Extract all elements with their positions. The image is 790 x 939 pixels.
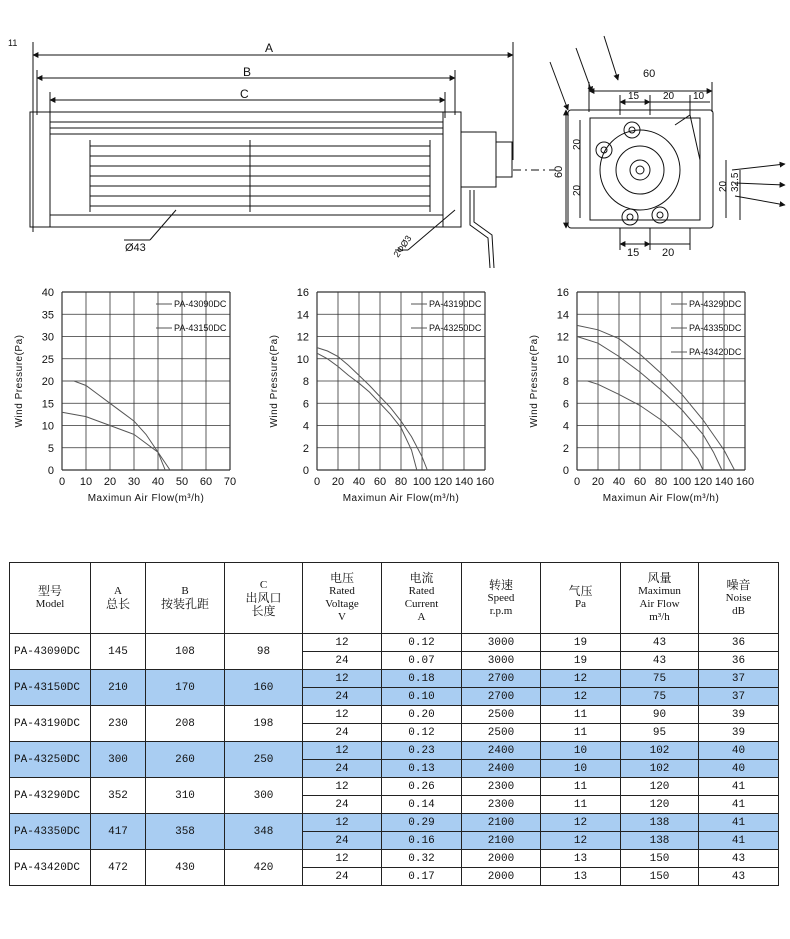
header-cell — [541, 563, 621, 634]
end-view — [550, 36, 785, 250]
series-line — [62, 412, 170, 470]
y-tick-label: 8 — [562, 376, 569, 388]
left-height-label: 60 — [553, 165, 565, 178]
x-tick-label: 0 — [573, 476, 581, 488]
header-cell — [699, 563, 779, 634]
x-axis-label: Maximun Air Flow(m³/h) — [602, 493, 720, 504]
x-tick-label: 0 — [58, 476, 66, 488]
table-cell: 75 — [621, 670, 699, 688]
dimension-a-cell: 352 — [91, 778, 146, 814]
dimension-a-cell: 210 — [91, 670, 146, 706]
header-text: Model — [35, 598, 65, 610]
x-tick-label: 60 — [373, 476, 387, 488]
table-cell: 2500 — [462, 724, 541, 742]
model-cell: PA-43290DC — [10, 778, 91, 814]
left-dim-1: 20 — [572, 138, 583, 150]
y-axis-label: Wind Pressure(Pa) — [269, 334, 280, 428]
table-cell: 0.26 — [382, 778, 462, 796]
table-cell: 138 — [621, 832, 699, 850]
header-text: V — [338, 611, 346, 623]
dimension-c-cell: 250 — [225, 742, 303, 778]
header-cell — [146, 563, 225, 634]
chart-panel-3 — [515, 282, 765, 512]
table-cell: 43 — [621, 652, 699, 670]
table-cell: 12 — [303, 670, 382, 688]
table-cell: 39 — [699, 706, 779, 724]
table-cell: 41 — [699, 796, 779, 814]
y-axis-label: Wind Pressure(Pa) — [14, 334, 25, 428]
dimension-a-cell: 230 — [91, 706, 146, 742]
table-cell: 0.29 — [382, 814, 462, 832]
y-tick-label: 0 — [562, 465, 569, 477]
dimension-b-cell: 358 — [146, 814, 225, 850]
table-cell: 2700 — [462, 688, 541, 706]
table-row — [10, 778, 779, 796]
dimension-a-cell: 300 — [91, 742, 146, 778]
table-row — [10, 814, 779, 832]
dim-c-label: C — [240, 87, 249, 101]
header-text: Current — [404, 598, 439, 610]
header-text: 电压 — [329, 571, 354, 585]
technical-drawing — [0, 0, 790, 275]
table-cell: 11 — [541, 778, 621, 796]
top-dim-1: 15 — [628, 91, 640, 102]
header-text: 气压 — [568, 584, 593, 598]
table-cell: 24 — [303, 724, 382, 742]
table-cell: 12 — [541, 814, 621, 832]
table-cell: 120 — [621, 796, 699, 814]
y-tick-label: 0 — [47, 465, 54, 477]
x-tick-label: 160 — [735, 476, 755, 488]
header-cell — [621, 563, 699, 634]
header-text: Maximun — [638, 585, 681, 597]
x-tick-label: 60 — [633, 476, 647, 488]
table-cell: 40 — [699, 742, 779, 760]
hole-label: 2ΦØ3 — [391, 233, 414, 260]
header-text: Rated — [329, 585, 355, 597]
y-tick-label: 10 — [556, 353, 569, 366]
table-cell: 150 — [621, 868, 699, 886]
x-tick-label: 70 — [223, 476, 237, 488]
table-cell: 2700 — [462, 670, 541, 688]
dimension-c-cell: 300 — [225, 778, 303, 814]
header-text: Voltage — [325, 598, 359, 610]
table-cell: 12 — [303, 814, 382, 832]
table-cell: 95 — [621, 724, 699, 742]
header-text: 长度 — [251, 603, 276, 618]
table-row — [10, 706, 779, 724]
table-cell: 11 — [541, 706, 621, 724]
table-cell: 138 — [621, 814, 699, 832]
header-text: Air Flow — [639, 598, 680, 610]
model-cell: PA-43250DC — [10, 742, 91, 778]
bottom-dim-2: 20 — [662, 247, 675, 259]
table-cell: 0.17 — [382, 868, 462, 886]
dimension-c-cell: 98 — [225, 634, 303, 670]
header-text: m³/h — [649, 611, 670, 623]
legend-label: PA-43250DC — [429, 323, 482, 333]
x-tick-label: 10 — [79, 476, 93, 488]
table-cell: 102 — [621, 742, 699, 760]
chart-panel-2 — [255, 282, 505, 512]
table-cell: 0.20 — [382, 706, 462, 724]
table-cell: 43 — [699, 868, 779, 886]
model-cell: PA-43350DC — [10, 814, 91, 850]
x-tick-label: 40 — [151, 476, 165, 488]
header-cell — [462, 563, 541, 634]
table-cell: 75 — [621, 688, 699, 706]
header-cell — [303, 563, 382, 634]
y-axis-label: Wind Pressure(Pa) — [529, 334, 540, 428]
x-tick-label: 80 — [394, 476, 408, 488]
table-cell: 3000 — [462, 634, 541, 652]
table-cell: 0.12 — [382, 634, 462, 652]
table-cell: 0.32 — [382, 850, 462, 868]
table-cell: 43 — [699, 850, 779, 868]
dimension-a-cell: 417 — [91, 814, 146, 850]
table-row — [10, 850, 779, 868]
y-tick-label: 0 — [302, 465, 309, 477]
table-cell: 24 — [303, 760, 382, 778]
left-dim-2: 20 — [572, 184, 583, 196]
y-tick-label: 2 — [562, 442, 569, 455]
y-tick-label: 4 — [562, 420, 569, 433]
table-cell: 19 — [541, 634, 621, 652]
diameter-label: Ø43 — [125, 242, 146, 254]
table-cell: 2500 — [462, 706, 541, 724]
top-width-label: 60 — [643, 68, 656, 80]
header-text: B — [181, 585, 189, 597]
chart-panel-1 — [0, 282, 250, 512]
table-cell: 11 — [541, 724, 621, 742]
dimension-b-cell: 430 — [146, 850, 225, 886]
spec-table — [9, 562, 779, 886]
x-tick-label: 100 — [412, 476, 432, 488]
dimension-b-cell: 310 — [146, 778, 225, 814]
table-cell: 2100 — [462, 814, 541, 832]
legend-label: PA-43090DC — [174, 299, 227, 309]
x-tick-label: 20 — [331, 476, 345, 488]
top-dim-2: 20 — [663, 91, 675, 102]
table-cell: 10 — [541, 760, 621, 778]
table-body — [10, 634, 779, 886]
table-cell: 12 — [303, 706, 382, 724]
header-text: Rated — [408, 585, 435, 597]
right-dim-2: 32.5 — [730, 172, 741, 192]
table-cell: 2000 — [462, 850, 541, 868]
y-tick-label: 6 — [302, 398, 309, 411]
y-tick-label: 10 — [296, 353, 309, 366]
legend-label: PA-43350DC — [689, 323, 742, 333]
table-cell: 24 — [303, 832, 382, 850]
x-tick-label: 50 — [175, 476, 189, 488]
dimension-b-cell: 260 — [146, 742, 225, 778]
header-cell — [382, 563, 462, 634]
table-cell: 24 — [303, 688, 382, 706]
header-text: 总长 — [105, 597, 130, 611]
legend-label: PA-43290DC — [689, 299, 742, 309]
header-text: C — [259, 578, 268, 591]
corner-label: 11 — [8, 38, 18, 48]
model-cell: PA-43090DC — [10, 634, 91, 670]
y-tick-label: 20 — [41, 376, 54, 388]
series-line — [317, 353, 417, 470]
x-tick-label: 0 — [313, 476, 321, 488]
table-row — [10, 670, 779, 688]
header-text: dB — [732, 604, 745, 617]
y-tick-label: 35 — [41, 309, 54, 322]
dimension-b-cell: 208 — [146, 706, 225, 742]
x-tick-label: 40 — [352, 476, 366, 488]
model-cell: PA-43150DC — [10, 670, 91, 706]
x-axis-label: Maximun Air Flow(m³/h) — [87, 493, 205, 504]
x-tick-label: 20 — [103, 476, 117, 488]
dimension-b-cell: 170 — [146, 670, 225, 706]
y-tick-label: 40 — [41, 287, 54, 299]
table-cell: 11 — [541, 796, 621, 814]
table-cell: 120 — [621, 778, 699, 796]
table-cell: 90 — [621, 706, 699, 724]
table-header-row — [10, 563, 779, 634]
table-row — [10, 634, 779, 652]
table-cell: 0.18 — [382, 670, 462, 688]
table-cell: 2400 — [462, 760, 541, 778]
table-cell: 0.16 — [382, 832, 462, 850]
dimension-c-cell: 420 — [225, 850, 303, 886]
table-cell: 37 — [699, 688, 779, 706]
header-text: 转速 — [488, 577, 513, 592]
y-tick-label: 5 — [47, 442, 54, 455]
header-text: A — [114, 585, 122, 597]
y-tick-label: 2 — [302, 442, 309, 455]
header-text: Speed — [487, 591, 515, 604]
dimension-a-cell: 472 — [91, 850, 146, 886]
model-cell: PA-43190DC — [10, 706, 91, 742]
table-cell: 0.10 — [382, 688, 462, 706]
header-cell — [10, 563, 91, 634]
table-cell: 41 — [699, 778, 779, 796]
dimension-a-cell: 145 — [91, 634, 146, 670]
dim-a-label: A — [265, 41, 274, 55]
right-dim-1: 20 — [718, 180, 729, 192]
table-cell: 10 — [541, 742, 621, 760]
table-cell: 0.12 — [382, 724, 462, 742]
x-tick-label: 160 — [475, 476, 495, 488]
table-cell: 41 — [699, 832, 779, 850]
table-row — [10, 742, 779, 760]
table-cell: 12 — [303, 742, 382, 760]
table-cell: 0.14 — [382, 796, 462, 814]
table-cell: 12 — [303, 850, 382, 868]
table-cell: 2100 — [462, 832, 541, 850]
x-tick-label: 140 — [454, 476, 474, 488]
top-dim-3: 10 — [693, 91, 705, 102]
y-tick-label: 12 — [556, 331, 569, 344]
table-cell: 12 — [303, 634, 382, 652]
y-tick-label: 12 — [296, 331, 309, 344]
x-tick-label: 20 — [591, 476, 605, 488]
x-tick-label: 120 — [693, 476, 713, 488]
header-text: Pa — [575, 598, 586, 610]
table-cell: 2000 — [462, 868, 541, 886]
table-cell: 24 — [303, 868, 382, 886]
y-tick-label: 14 — [556, 309, 569, 322]
dimension-c-cell: 198 — [225, 706, 303, 742]
y-tick-label: 16 — [296, 287, 309, 299]
y-tick-label: 30 — [41, 331, 54, 344]
table-cell: 39 — [699, 724, 779, 742]
table-cell: 150 — [621, 850, 699, 868]
bottom-dim-1: 15 — [627, 247, 640, 259]
x-tick-label: 30 — [127, 476, 141, 488]
table-cell: 41 — [699, 814, 779, 832]
y-tick-label: 4 — [302, 420, 309, 433]
table-cell: 102 — [621, 760, 699, 778]
x-tick-label: 40 — [612, 476, 626, 488]
table-cell: 0.07 — [382, 652, 462, 670]
x-tick-label: 140 — [714, 476, 734, 488]
y-tick-label: 6 — [562, 398, 569, 411]
x-tick-label: 100 — [672, 476, 692, 488]
table-cell: 2400 — [462, 742, 541, 760]
legend-label: PA-43420DC — [689, 347, 742, 357]
header-cell — [91, 563, 146, 634]
header-text: 电流 — [409, 571, 434, 585]
model-cell: PA-43420DC — [10, 850, 91, 886]
header-text: A — [417, 611, 426, 623]
table-cell: 13 — [541, 850, 621, 868]
x-tick-label: 120 — [433, 476, 453, 488]
dimension-b-cell: 108 — [146, 634, 225, 670]
header-text: 出风口 — [245, 590, 282, 605]
y-tick-label: 25 — [41, 353, 54, 366]
x-tick-label: 80 — [654, 476, 668, 488]
header-text: Noise — [725, 591, 752, 604]
header-text: 噪音 — [726, 577, 751, 592]
table-cell: 12 — [541, 832, 621, 850]
y-tick-label: 10 — [41, 420, 54, 433]
header-text: 型号 — [37, 584, 62, 598]
y-tick-label: 8 — [302, 376, 309, 388]
table-cell: 3000 — [462, 652, 541, 670]
table-cell: 13 — [541, 868, 621, 886]
table-cell: 2300 — [462, 778, 541, 796]
table-cell: 0.13 — [382, 760, 462, 778]
table-cell: 24 — [303, 652, 382, 670]
table-cell: 0.23 — [382, 742, 462, 760]
y-tick-label: 15 — [41, 398, 54, 411]
series-line — [317, 348, 427, 470]
table-cell: 40 — [699, 760, 779, 778]
table-cell: 24 — [303, 796, 382, 814]
table-cell: 36 — [699, 634, 779, 652]
dimension-c-cell: 160 — [225, 670, 303, 706]
table-cell: 12 — [303, 778, 382, 796]
table-cell: 12 — [541, 670, 621, 688]
y-tick-label: 14 — [296, 309, 309, 322]
legend-label: PA-43150DC — [174, 323, 227, 333]
dimension-c-cell: 348 — [225, 814, 303, 850]
table-cell: 2300 — [462, 796, 541, 814]
x-axis-label: Maximun Air Flow(m³/h) — [342, 493, 460, 504]
legend-label: PA-43190DC — [429, 299, 482, 309]
header-cell — [225, 563, 303, 634]
header-text: r.p.m — [489, 604, 513, 617]
table-cell: 19 — [541, 652, 621, 670]
header-text: 按装孔距 — [160, 597, 209, 611]
table-cell: 12 — [541, 688, 621, 706]
table-cell: 36 — [699, 652, 779, 670]
y-tick-label: 16 — [556, 287, 569, 299]
table-cell: 37 — [699, 670, 779, 688]
dim-b-label: B — [243, 65, 252, 79]
header-text: 风量 — [647, 571, 672, 585]
table-cell: 43 — [621, 634, 699, 652]
side-view — [30, 42, 555, 268]
x-tick-label: 60 — [199, 476, 213, 488]
